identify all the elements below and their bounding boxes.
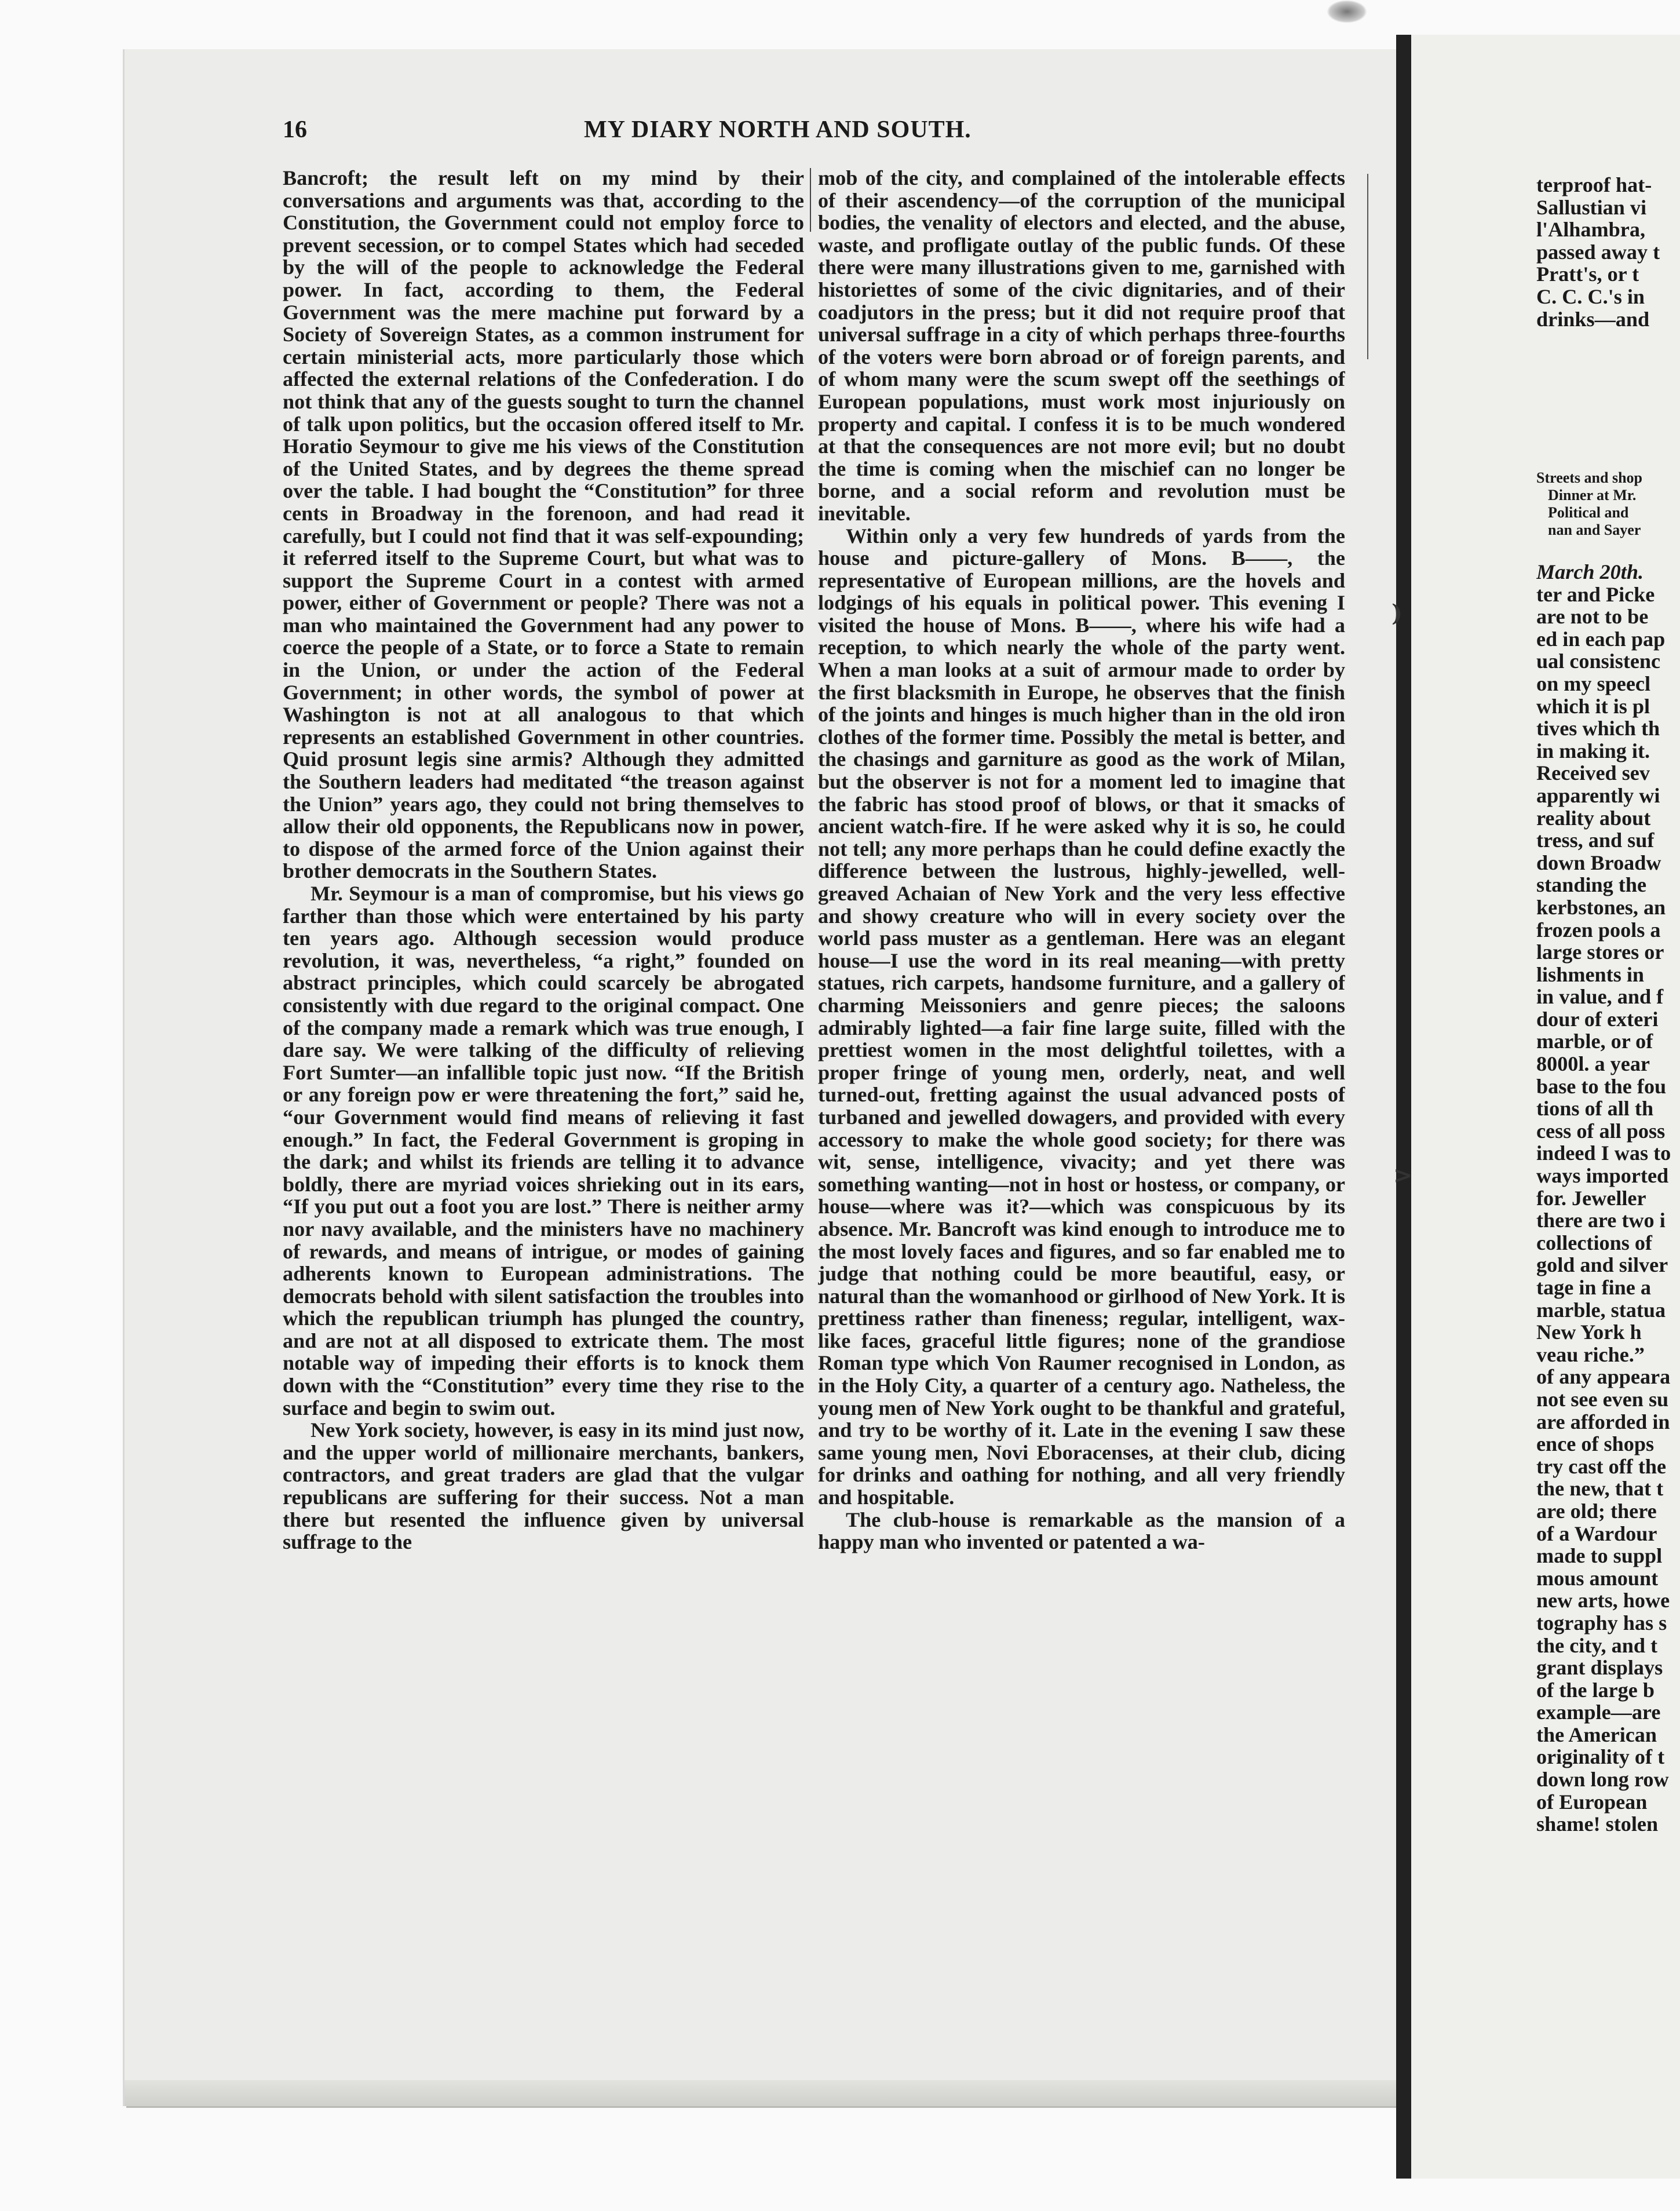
fragment-line: dour of exteri xyxy=(1536,1007,1659,1031)
page-bottom-edge xyxy=(125,2080,1399,2106)
fragment-line: new arts, howe xyxy=(1536,1589,1670,1612)
scan-smudge xyxy=(1327,0,1367,23)
fragment-line: drinks—and xyxy=(1536,307,1650,331)
fragment-line: frozen pools a xyxy=(1536,918,1661,942)
fragment-line: the city, and t xyxy=(1536,1633,1658,1657)
fragment-line: ual consistenc xyxy=(1536,650,1661,673)
fragment-line: of any appeara xyxy=(1536,1365,1671,1389)
summary-line: Streets and shop xyxy=(1536,469,1643,486)
fragment-line: in making it. xyxy=(1536,739,1650,762)
margin-mark: > xyxy=(1393,1162,1413,1189)
fragment-line: Received sev xyxy=(1536,761,1650,785)
page-header xyxy=(283,116,1346,151)
fragment-line: on my speecl xyxy=(1536,672,1650,695)
paragraph: Mr. Seymour is a man of compromise, but his views go farther than those which were entertained by his party ten years ago. Although secession would produce revolution, it was, nevertheless, “a right,” founded on abstract principles, which could scarcely be abrogated consistently with due regard to the original compact. One of the company made a remark which was true enough, I dare say. We were talking of the difficulty of relieving Fort Sumter—an infallible topic just now. “If the British or any foreign pow er were threatening the fort,” said he, “our Government would find means of relieving it fast enough.” In fact, the Federal Government is groping in the dark; and whilst its friends are telling it to advance boldly, there are myriad voices shrieking out in its ears, “If you put out a foot you are lost.” There is neither army nor navy available, and the ministers have no machinery of rewards, and means of intrigue, or modes of gaining adherents known to European administrations. The democrats behold with silent satisfaction the troubles into which the republican triumph has plunged the country, and are not at all disposed to extricate them. The most notable way of impeding their efforts is to knock them down with the “Constitution” every time they rise to the surface and begin to swim out. xyxy=(283,882,804,1420)
fragment-line: made to suppl xyxy=(1536,1544,1663,1568)
fragment-line: apparently wi xyxy=(1536,783,1660,807)
text-column-right xyxy=(818,167,1345,1911)
fragment-line: tography has s xyxy=(1536,1611,1667,1634)
fragment-line: marble, or of xyxy=(1536,1030,1653,1053)
fragment-line: ways imported xyxy=(1536,1164,1669,1188)
fragment-line: of the large b xyxy=(1536,1678,1655,1702)
fragment-line: Sallustian vi xyxy=(1536,195,1647,219)
summary-line: Political and xyxy=(1548,504,1629,521)
fragment-line: large stores or xyxy=(1536,940,1664,964)
fragment-line: mous amount xyxy=(1536,1566,1659,1590)
fragment-line: tives which th xyxy=(1536,717,1660,740)
fragment-line: 8000l. a year xyxy=(1536,1052,1650,1076)
fragment-line: of European xyxy=(1536,1790,1648,1814)
fragment-line: tage in fine a xyxy=(1536,1276,1652,1299)
paragraph: Bancroft; the result left on my mind by their conversations and arguments was that, according to the Constitution, the Government could not employ force to prevent secession, or to compel States which had seceded by the will of the people to acknowledge the Federal power. In fact, according to them, the Federal Government was the mere machine put forward by a Society of Sovereign States, as a common instrument for certain ministerial acts, more particularly those which affected the external relations of the Confederation. I do not think that any of the guests sought to turn the channel of talk upon politics, but the occasion offered itself to Mr. Horatio Seymour to give me his views of the Constitution of the United States, and by degrees the theme spread over the table. I had bought the “Constitution” for three cents in Broadway in the forenoon, and had read it carefully, but I could not find that it was self-expounding; it referred itself to the Supreme Court, but what was to support the Supreme Court in a contest with armed power, either of Government or people? There was not a man who maintained the Government had any power to coerce the people of a State, or to force a State to remain in the Union, or under the action of the Federal Government; in other words, the symbol of power at Washington is not at all analogous to that which represents an established Government in other countries. Quid prosunt legis sine armis? Although they admitted the Southern leaders had meditated “the treason against the Union” years ago, they could not bring themselves to allow their old opponents, the Republicans now in power, to dispose of the armed force of the Union against their brother democrats in the Southern States. xyxy=(283,167,804,883)
fragment-line: gold and silver xyxy=(1536,1253,1668,1277)
fragment-line: for. Jeweller xyxy=(1536,1186,1646,1210)
fragment-line: reality about xyxy=(1536,806,1651,830)
fragment-line: in value, and f xyxy=(1536,985,1664,1009)
fragment-line: shame! stolen xyxy=(1536,1812,1659,1836)
fragment-line: originality of t xyxy=(1536,1745,1665,1769)
paragraph: The club-house is remarkable as the mansion of a happy man who invented or patented a wa- xyxy=(818,1508,1345,1554)
right-page-body-fragment xyxy=(1536,561,1680,1836)
fragment-line: are afforded in xyxy=(1536,1410,1670,1433)
fragment-line: tress, and suf xyxy=(1536,829,1655,852)
fragment-line: veau riche.” xyxy=(1536,1342,1645,1366)
fragment-line: tions of all th xyxy=(1536,1097,1654,1121)
fragment-line: kerbstones, an xyxy=(1536,895,1666,919)
fragment-line: are old; there xyxy=(1536,1499,1657,1523)
fragment-line: down Broadw xyxy=(1536,851,1661,874)
paragraph: New York society, however, is easy in its mind just now, and the upper world of millionaire merchants, bankers, contractors, and great traders are glad that the vulgar republicans are suffering for their success. Not a man there but resented the influence given by universal suffrage to the xyxy=(283,1418,804,1554)
fragment-line: New York h xyxy=(1536,1320,1642,1344)
fragment-line: not see even su xyxy=(1536,1387,1669,1411)
fragment-line: the American xyxy=(1536,1723,1657,1746)
fragment-line: are not to be xyxy=(1536,605,1649,629)
column-divider xyxy=(810,168,811,232)
page-number: 16 xyxy=(283,116,307,143)
fragment-line: grant displays xyxy=(1536,1656,1663,1680)
fragment-line: there are two i xyxy=(1536,1209,1666,1232)
fragment-line: C. C. C.'s in xyxy=(1536,284,1645,308)
running-title: MY DIARY NORTH AND SOUTH. xyxy=(584,116,972,143)
fragment-line: ed in each pap xyxy=(1536,627,1666,651)
fragment-line: terproof hat- xyxy=(1536,174,1652,196)
margin-pencil-line xyxy=(1367,174,1368,359)
book-gutter xyxy=(1396,35,1411,2179)
fragment-line: which it is pl xyxy=(1536,694,1650,718)
fragment-line: Pratt's, or t xyxy=(1536,262,1639,286)
paragraph: mob of the city, and complained of the intolerable effects of their ascendency—of the corruption of the municipal bodies, the venality of electors and elected, and the abuse, waste, and profligate outlay of the public funds. Of these there were many illustrations given to me, garnished with historiettes of some of the civic dignitaries, and of their coadjutors in the press; but it did not require proof that universal suffrage in a city of which perhaps three-fourths of the voters were born abroad or of foreign parents, and of whom many were the scum swept off the seethings of European populations, must work most injuriously on property and capital. I confess it is to be much wondered at that the consequences are not more evil; but no doubt the time is coming when the mischief can no longer be borne, and a social reform and revolution must be inevitable. xyxy=(818,167,1345,525)
fragment-line: March 20th. xyxy=(1536,561,1644,583)
fragment-line: passed away t xyxy=(1536,240,1660,264)
text-column-left xyxy=(283,167,804,1911)
right-page-chapter-summary xyxy=(1536,469,1680,539)
right-page-top-fragment xyxy=(1536,174,1680,330)
fragment-line: ter and Picke xyxy=(1536,582,1655,606)
fragment-line: example—are xyxy=(1536,1701,1661,1724)
fragment-line: try cast off the xyxy=(1536,1454,1667,1478)
fragment-line: l'Alhambra, xyxy=(1536,218,1645,242)
summary-line: nan and Sayer xyxy=(1548,521,1641,538)
fragment-line: the new, that t xyxy=(1536,1477,1664,1501)
fragment-line: of a Wardour xyxy=(1536,1522,1657,1545)
fragment-line: indeed I was to xyxy=(1536,1141,1671,1165)
fragment-line: lishments in xyxy=(1536,962,1645,986)
fragment-line: ence of shops xyxy=(1536,1432,1655,1456)
fragment-line: cess of all poss xyxy=(1536,1119,1666,1143)
fragment-line: standing the xyxy=(1536,873,1647,897)
fragment-line: down long row xyxy=(1536,1768,1669,1792)
margin-mark: ) xyxy=(1392,600,1403,627)
paragraph: Within only a very few hundreds of yards from the house and picture-gallery of Mons. B——, the representative of European millions, are the hovels and lodgings of his equals in political power. This evening I visited the house of Mons. B——, where his wife had a reception, to which nearly the whole of the party went. When a man looks at a suit of armour made to order by the first blacksmith in Europe, he observes that the finish of the joints and hinges is much higher than in the old iron clothes of the former time. Possibly the metal is better, and the chasings and garniture as good as the work of Milan, but the observer is not for a moment led to imagine that the fabric has stood proof of blows, or that it smacks of ancient watch-fire. If he were asked why it is so, he could not tell; any more perhaps than he could define exactly the difference between the lustrous, highly-jewelled, well-greaved Achaian of New York and the very less effective and showy creature who will in every society over the world pass muster as a gentleman. Here was an elegant house—I use the word in its real meaning—with pretty statues, rich carpets, handsome furniture, and a gallery of charming Meissoniers and genre pieces; the saloons admirably lighted—a fair fine large suite, filled with the prettiest women in the most delightful toilettes, with a proper fringe of young men, orderly, neat, and well turned-out, fretting against the usual advanced posts of turbaned and jewelled dowagers, and provided with every accessory to make the whole good society; for there was wit, sense, intelligence, vivacity; and yet there was something wanting—not in host or hostess, or company, or house—where was it?—which was conspicuous by its absence. Mr. Bancroft was kind enough to introduce me to the most lovely faces and figures, and so far enabled me to judge that nothing could be more beautiful, easy, or natural than the womanhood or girlhood of New York. It is prettiness rather than fineness; regular, intelligent, wax-like faces, graceful little figures; none of the grandiose Roman type which Von Raumer recognised in London, as in the Holy City, a quarter of a century ago. Natheless, the young men of New York ought to be thankful and grateful, and try to be worthy of it. Late in the evening I saw these same young men, Novi Eboracenses, at their club, dicing for drinks and oathing for nothing, and all very friendly and hospitable. xyxy=(818,524,1345,1509)
fragment-line: base to the fou xyxy=(1536,1074,1667,1098)
summary-line: Dinner at Mr. xyxy=(1548,487,1637,504)
fragment-line: collections of xyxy=(1536,1231,1652,1254)
fragment-line: marble, statua xyxy=(1536,1298,1666,1322)
